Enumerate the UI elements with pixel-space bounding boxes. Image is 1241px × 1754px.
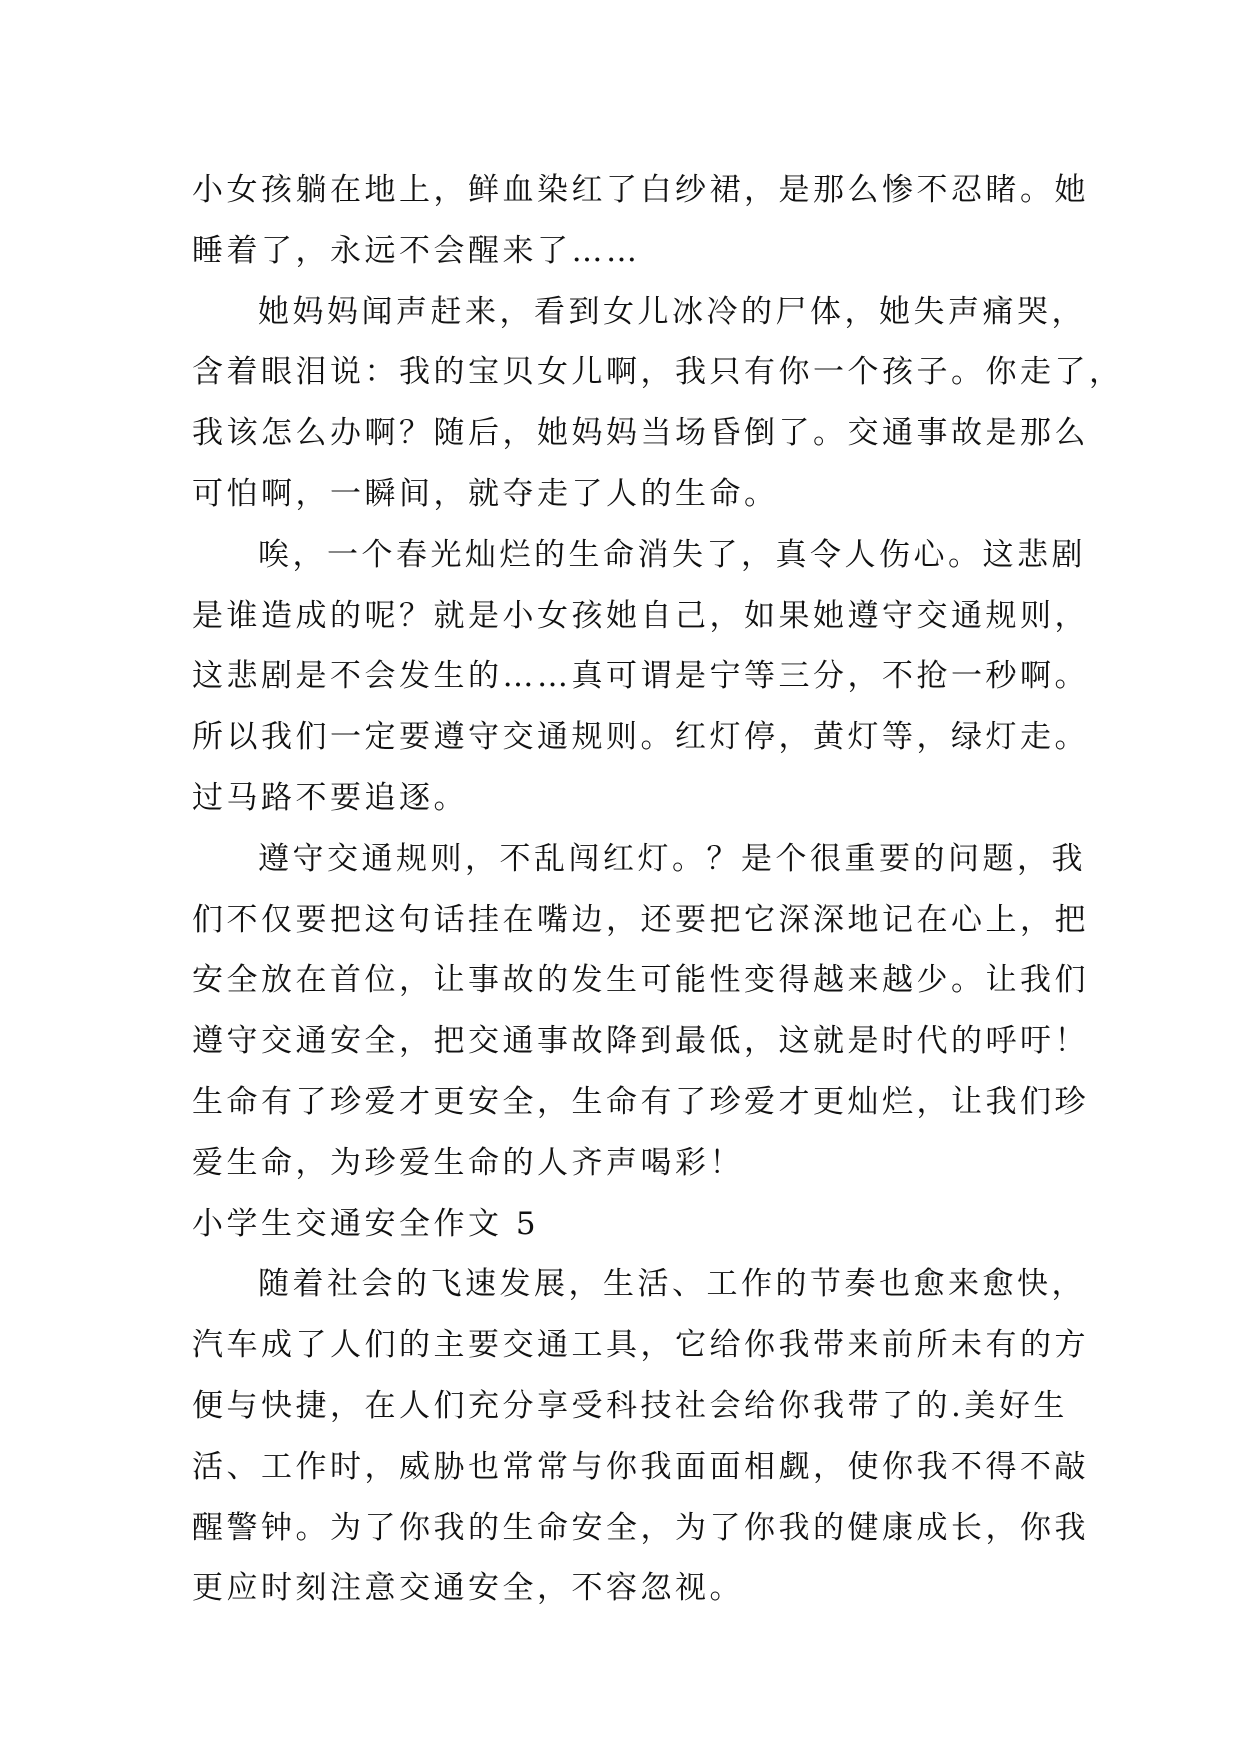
text-line: 汽车成了人们的主要交通工具，它给你我带来前所未有的方	[192, 1327, 1089, 1364]
text-line: 含着眼泪说：我的宝贝女儿啊，我只有你一个孩子。你走了，	[192, 354, 1124, 391]
section-heading: 小学生交通安全作文 5	[192, 1205, 540, 1242]
text-line: 唉，一个春光灿烂的生命消失了，真令人伤心。这悲剧	[258, 536, 1086, 573]
paragraph-5	[192, 1254, 1089, 1619]
text-line: 醒警钟。为了你我的生命安全，为了你我的健康成长，你我	[192, 1509, 1089, 1546]
text-line: 所以我们一定要遵守交通规则。红灯停，黄灯等，绿灯走。	[192, 719, 1089, 756]
document-body	[192, 160, 1124, 1619]
text-line: 生命有了珍爱才更安全，生命有了珍爱才更灿烂，让我们珍	[192, 1083, 1089, 1120]
paragraph-3	[192, 525, 1089, 829]
text-line: 这悲剧是不会发生的……真可谓是宁等三分，不抢一秒啊。	[192, 658, 1089, 695]
text-line: 遵守交通规则，不乱闯红灯。？是个很重要的问题，我	[258, 840, 1086, 877]
text-line: 活、工作时，威胁也常常与你我面面相觑，使你我不得不敲	[192, 1448, 1089, 1485]
paragraph-2	[192, 282, 1124, 525]
text-line: 安全放在首位，让事故的发生可能性变得越来越少。让我们	[192, 962, 1089, 999]
text-line: 便与快捷，在人们充分享受科技社会给你我带了的.美好生	[192, 1387, 1068, 1424]
text-line: 小女孩躺在地上，鲜血染红了白纱裙，是那么惨不忍睹。她	[192, 172, 1089, 208]
text-line: 过马路不要追逐。	[192, 779, 468, 816]
text-line: 随着社会的飞速发展，生活、工作的节奏也愈来愈快，	[258, 1266, 1086, 1303]
text-line: 遵守交通安全，把交通事故降到最低，这就是时代的呼吁！	[192, 1023, 1089, 1060]
text-line: 是谁造成的呢？就是小女孩她自己，如果她遵守交通规则，	[192, 597, 1089, 634]
text-line: 爱生命，为珍爱生命的人齐声喝彩！	[192, 1144, 744, 1181]
text-line: 我该怎么办啊？随后，她妈妈当场昏倒了。交通事故是那么	[192, 415, 1089, 452]
text-line: 可怕啊，一瞬间，就夺走了人的生命。	[192, 475, 779, 512]
paragraph-4	[192, 829, 1089, 1194]
text-line: 睡着了，永远不会醒来了……	[192, 232, 641, 269]
text-line: 她妈妈闻声赶来，看到女儿冰冷的尸体，她失声痛哭，	[258, 293, 1086, 330]
text-line: 更应时刻注意交通安全，不容忽视。	[192, 1570, 744, 1607]
text-line: 们不仅要把这句话挂在嘴边，还要把它深深地记在心上，把	[192, 901, 1089, 938]
paragraph-1	[192, 160, 1089, 282]
